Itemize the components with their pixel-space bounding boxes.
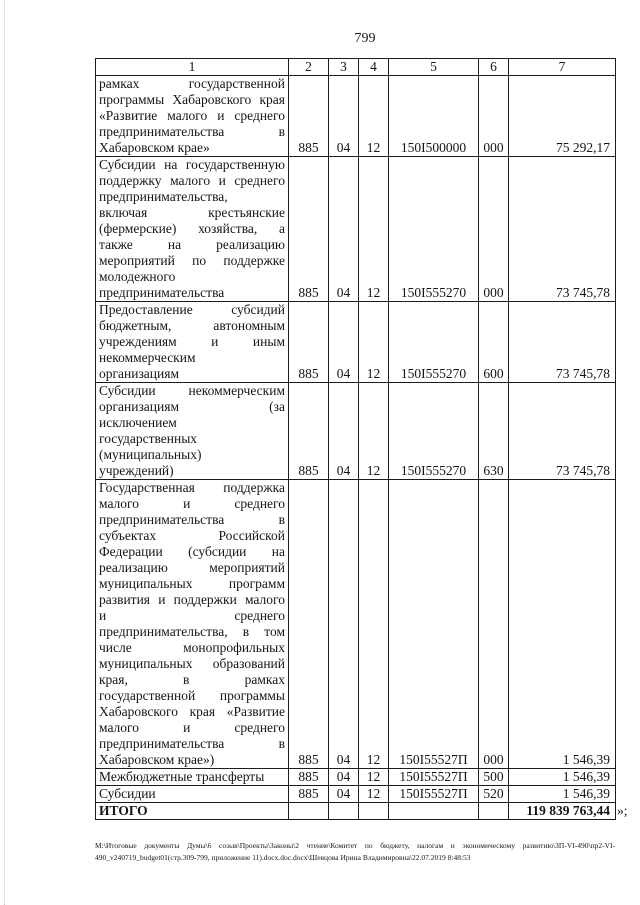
item-name-cell: [96, 769, 289, 786]
amount-cell: 75 292,17: [509, 76, 616, 157]
subsection-cell: 12: [359, 157, 389, 302]
amount-cell: 1 546,39: [509, 769, 616, 786]
item-name-line: включая крестьянские: [99, 205, 285, 220]
item-name-line: малого и среднего: [99, 496, 285, 511]
total-label: ИТОГО: [96, 803, 289, 820]
item-name-line: числе монопрофильных: [99, 640, 285, 655]
item-name-line: предпринимательства, в том: [99, 624, 285, 639]
section-cell: 04: [329, 786, 359, 803]
table-row: [96, 769, 616, 786]
header-cell: 3: [329, 59, 359, 76]
subsection-cell: 12: [359, 76, 389, 157]
budget-table: [95, 58, 616, 820]
section-cell: 04: [329, 769, 359, 786]
expense-type-cell: 630: [479, 383, 509, 480]
target-article-cell: 150I555270: [389, 302, 479, 383]
code-cell: 885: [289, 302, 329, 383]
item-name-line: муниципальных образований: [99, 656, 285, 671]
item-name-line: государственных: [99, 431, 198, 446]
empty-cell: [479, 803, 509, 820]
item-name-cell: [96, 383, 289, 480]
empty-cell: [389, 803, 479, 820]
expense-type-cell: 600: [479, 302, 509, 383]
table-row: [96, 786, 616, 803]
section-cell: 04: [329, 480, 359, 769]
item-name-line: предпринимательства в: [99, 124, 285, 139]
item-name-line: учреждениям и иным: [99, 334, 285, 349]
item-name-line: Хабаровского края «Развитие: [99, 704, 285, 719]
closing-quote-suffix: »;: [617, 803, 628, 818]
item-name-line: «Развитие малого и среднего: [99, 108, 285, 123]
item-name-line: муниципальных программ: [99, 576, 285, 591]
table-row: [96, 157, 616, 302]
code-cell: 885: [289, 157, 329, 302]
header-cell: 5: [389, 59, 479, 76]
code-cell: 885: [289, 480, 329, 769]
item-name-line: малого и среднего: [99, 720, 285, 735]
item-name-cell: [96, 302, 289, 383]
item-name-line: Субсидии некоммерческим: [99, 383, 285, 398]
subsection-cell: 12: [359, 786, 389, 803]
header-cell: 1: [96, 59, 289, 76]
item-name-line: организациям (за: [99, 399, 285, 414]
header-cell: 2: [289, 59, 329, 76]
code-cell: 885: [289, 769, 329, 786]
total-row: [96, 803, 616, 820]
header-cell: 7: [509, 59, 616, 76]
item-name-line: бюджетным, автономным: [99, 318, 285, 333]
expense-type-cell: 000: [479, 157, 509, 302]
amount-cell: 1 546,39: [509, 786, 616, 803]
item-name-line: субъектах Российской: [99, 528, 285, 543]
amount-cell: 73 745,78: [509, 383, 616, 480]
header-cell: 4: [359, 59, 389, 76]
target-article-cell: 150I55527П: [389, 480, 479, 769]
target-article-cell: 150I55527П: [389, 786, 479, 803]
empty-cell: [359, 803, 389, 820]
item-name-line: (фермерские) хозяйства, а: [99, 221, 285, 236]
item-name-line: Хабаровском крае»): [99, 752, 215, 767]
item-name-line: края, в рамках: [99, 672, 285, 687]
item-name-line: учреждений): [99, 463, 174, 478]
footer-line: M:\Итоговые документы Думы\6 созыв\Проекты\Законы\2 чтение\Комитет по бюджету, налогам и экономическому развитию\ЗП-VI-490\пр2-VI-: [95, 841, 615, 850]
subsection-cell: 12: [359, 383, 389, 480]
table-row: [96, 76, 616, 157]
section-cell: 04: [329, 383, 359, 480]
subsection-cell: 12: [359, 302, 389, 383]
scan-edge-line: [4, 0, 5, 905]
item-name-cell: [96, 480, 289, 769]
code-cell: 885: [289, 786, 329, 803]
item-name-line: некоммерческим: [99, 350, 196, 365]
item-name-cell: [96, 76, 289, 157]
item-name-cell: [96, 786, 289, 803]
table-row: [96, 302, 616, 383]
item-name-line: предпринимательства,: [99, 189, 228, 204]
target-article-cell: 150I555270: [389, 157, 479, 302]
section-cell: 04: [329, 157, 359, 302]
subsection-cell: 12: [359, 769, 389, 786]
item-name-line: Хабаровском крае»: [99, 140, 210, 155]
item-name-line: Межбюджетные трансферты: [99, 769, 265, 784]
item-name-line: Субсидии на государственную: [99, 157, 285, 172]
item-name-line: программы Хабаровского края: [99, 92, 285, 107]
item-name-line: и среднего: [99, 608, 285, 623]
expense-type-cell: 520: [479, 786, 509, 803]
target-article-cell: 150I55527П: [389, 769, 479, 786]
item-name-line: Предоставление субсидий: [99, 302, 285, 317]
item-name-line: предпринимательства в: [99, 736, 285, 751]
item-name-line: предпринимательства: [99, 285, 225, 300]
empty-cell: [289, 803, 329, 820]
item-name-line: Субсидии: [99, 786, 156, 801]
total-amount: 119 839 763,44: [509, 803, 616, 820]
item-name-cell: [96, 157, 289, 302]
item-name-line: организациям: [99, 366, 180, 381]
amount-cell: 1 546,39: [509, 480, 616, 769]
empty-cell: [329, 803, 359, 820]
footer-line: 490_v240719_budget01(стр.309-799, приложение 11).docx.doc.docx\Шевцова Ирина Владимировна\22.07.2019 8:48:53: [95, 853, 471, 862]
item-name-line: молодежного: [99, 269, 176, 284]
item-name-line: рамках государственной: [99, 76, 285, 91]
item-name-line: Федерации (субсидии на: [99, 544, 285, 559]
item-name-line: государственной программы: [99, 688, 285, 703]
amount-cell: 73 745,78: [509, 302, 616, 383]
expense-type-cell: 000: [479, 480, 509, 769]
item-name-line: развития и поддержки малого: [99, 592, 285, 607]
table-row: [96, 383, 616, 480]
item-name-line: мероприятий по поддержке: [99, 253, 285, 268]
expense-type-cell: 500: [479, 769, 509, 786]
section-cell: 04: [329, 76, 359, 157]
subsection-cell: 12: [359, 480, 389, 769]
page-number: 799: [354, 31, 376, 46]
header-cell: 6: [479, 59, 509, 76]
target-article-cell: 150I555270: [389, 383, 479, 480]
file-path-footer: [95, 840, 615, 864]
item-name-line: Государственная поддержка: [99, 480, 285, 495]
code-cell: 885: [289, 383, 329, 480]
section-cell: 04: [329, 302, 359, 383]
amount-cell: 73 745,78: [509, 157, 616, 302]
table-header-row: [96, 59, 616, 76]
item-name-line: предпринимательства в: [99, 512, 285, 527]
item-name-line: поддержку малого и среднего: [99, 173, 285, 188]
expense-type-cell: 000: [479, 76, 509, 157]
item-name-line: исключением: [99, 415, 177, 430]
item-name-line: (муниципальных): [99, 447, 202, 462]
code-cell: 885: [289, 76, 329, 157]
item-name-line: также на реализацию: [99, 237, 285, 252]
item-name-line: реализацию мероприятий: [99, 560, 285, 575]
target-article-cell: 150I500000: [389, 76, 479, 157]
table-row: [96, 480, 616, 769]
